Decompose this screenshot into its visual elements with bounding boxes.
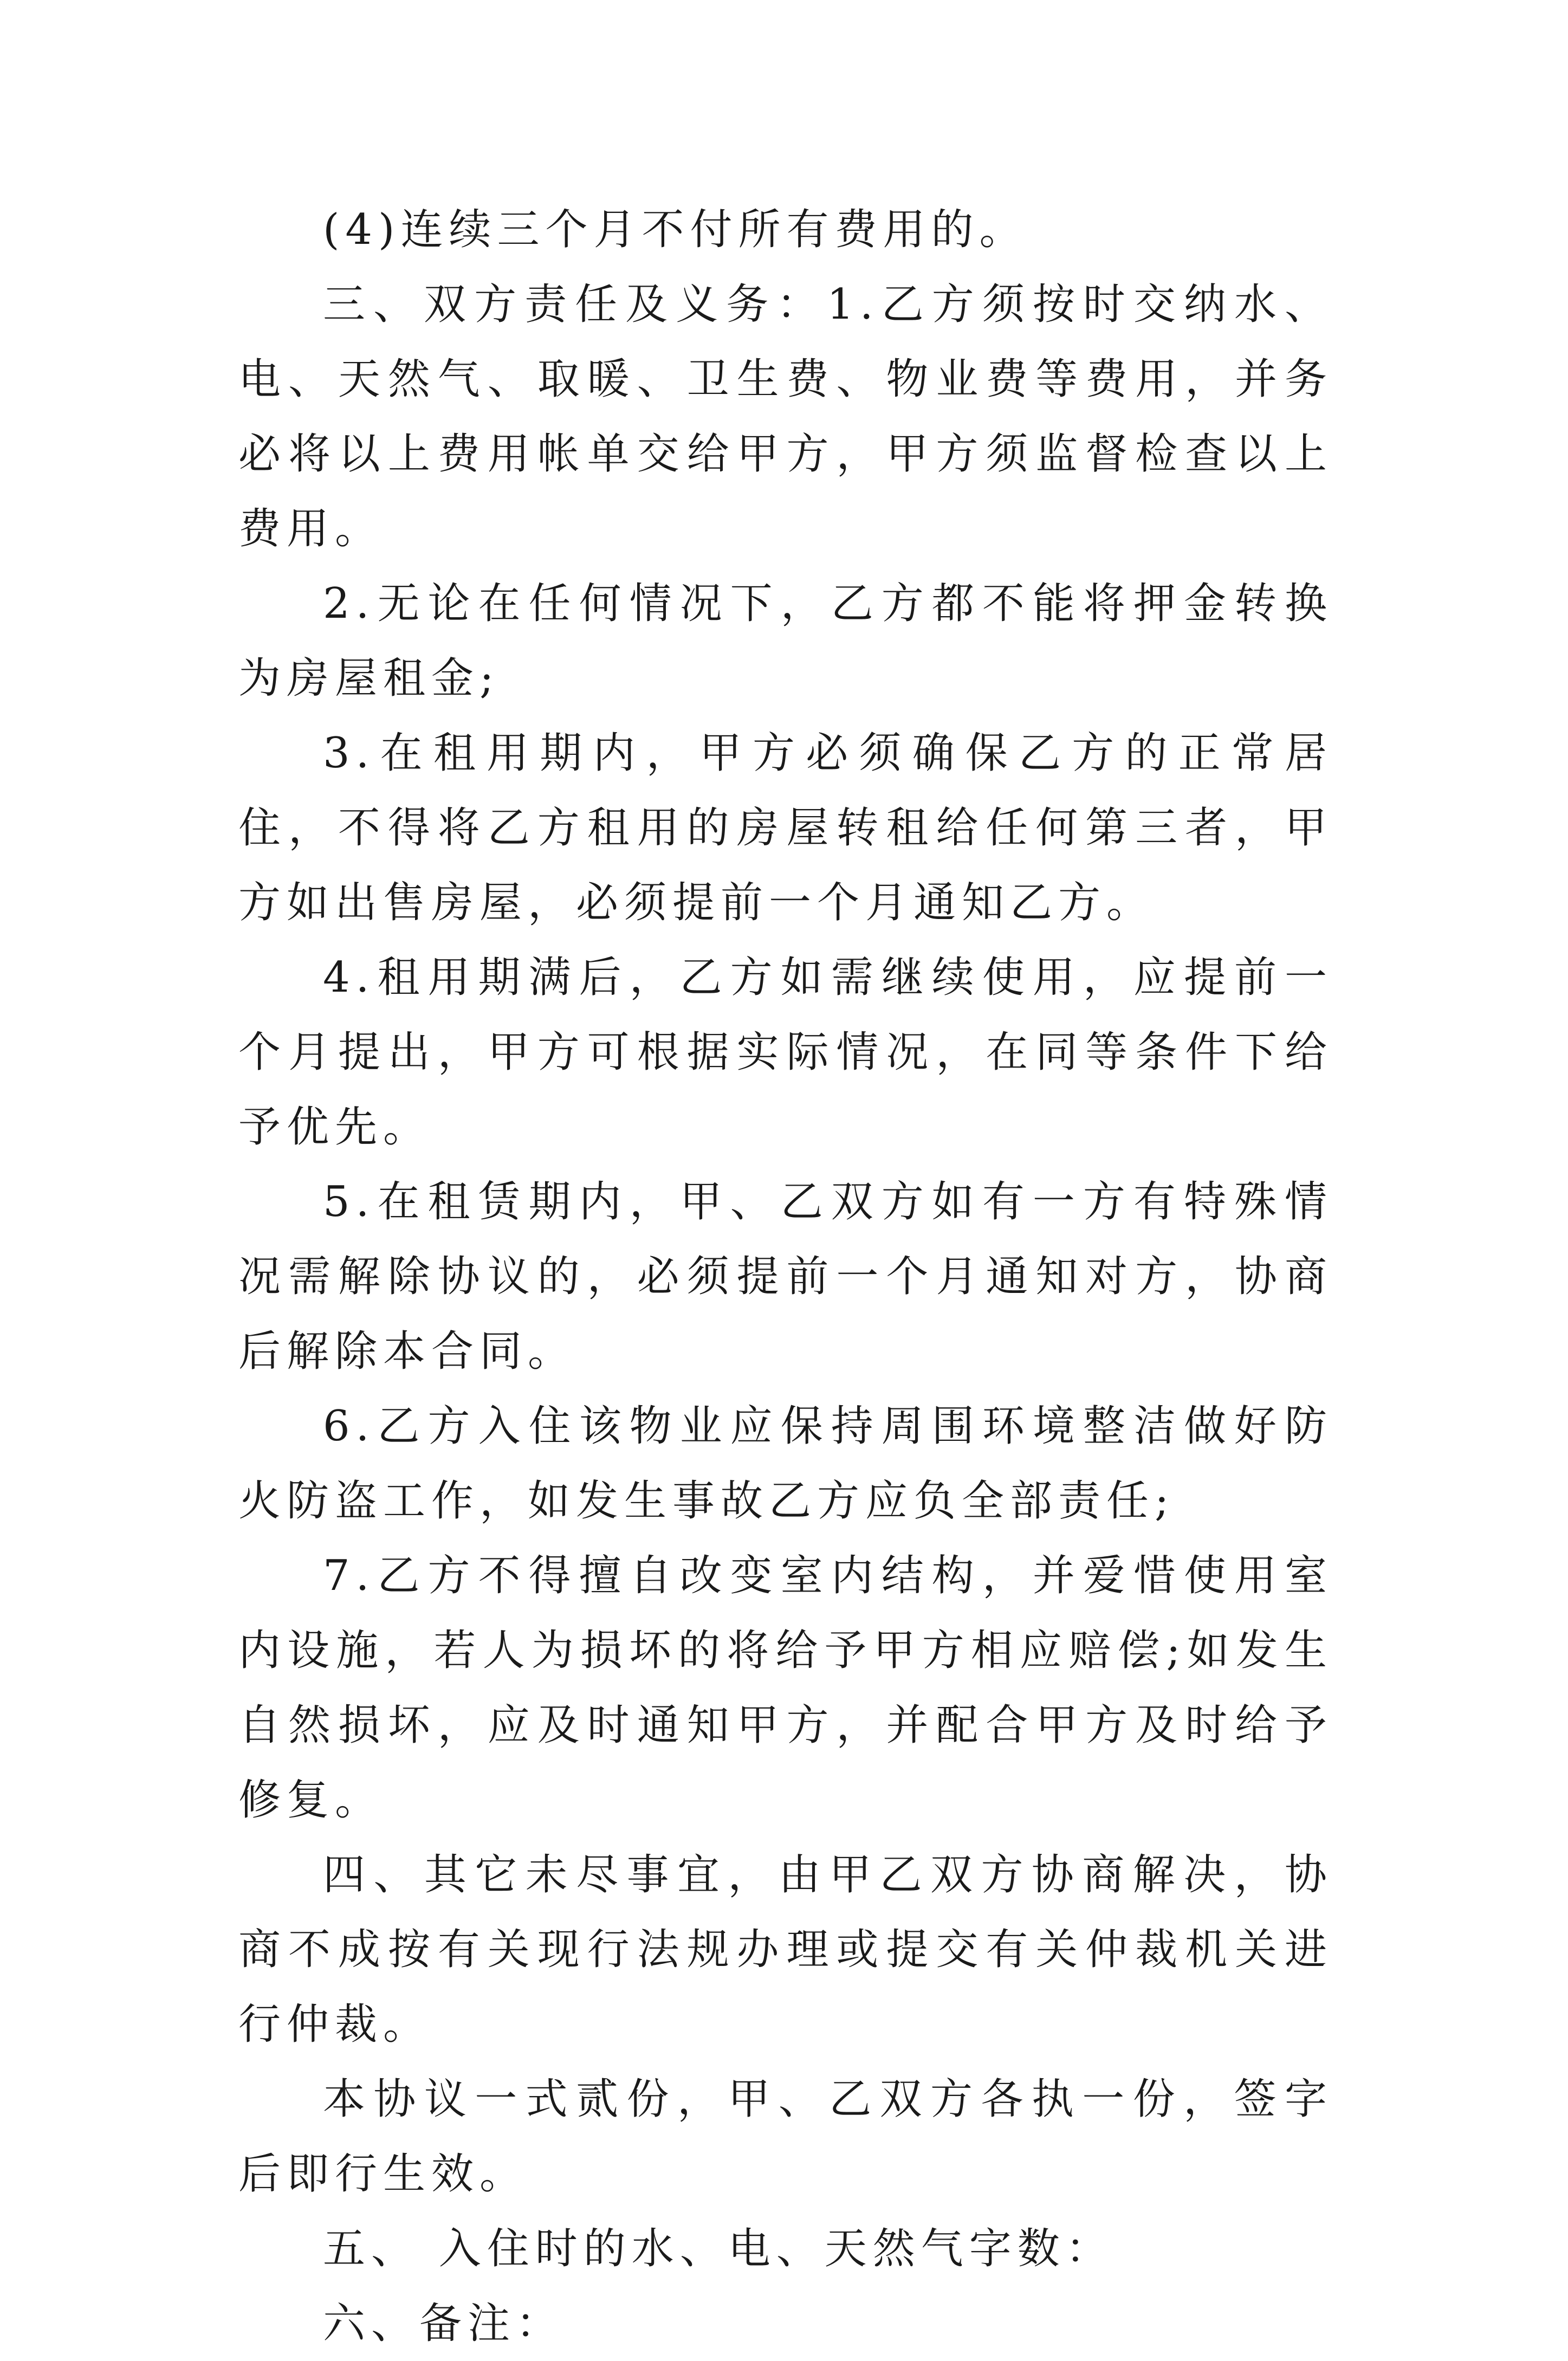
document-body xyxy=(238,192,1333,2361)
paragraph-item-4: 4.租用期满后，乙方如需继续使用，应提前一个月提出，甲方可根据实际情况，在同等条件下给予优先。 xyxy=(238,953,1333,1152)
paragraph-item-3: 3.在租用期内，甲方必须确保乙方的正常居住，不得将乙方租用的房屋转租给任何第三者，甲方如出售房屋，必须提前一个月通知乙方。 xyxy=(238,729,1333,927)
paragraph-copies: 本协议一式贰份，甲、乙双方各执一份，签字后即行生效。 xyxy=(238,2075,1333,2198)
paragraph-section-3-item-1: 三、双方责任及义务：1.乙方须按时交纳水、电、天然气、取暖、卫生费、物业费等费用，并务必将以上费用帐单交给甲方，甲方须监督检查以上费用。 xyxy=(238,280,1333,553)
paragraph-item-6: 6.乙方入住该物业应保持周围环境整洁做好防火防盗工作，如发生事故乙方应负全部责任; xyxy=(238,1402,1333,1525)
paragraph-clause-4: (4)连续三个月不付所有费用的。 xyxy=(323,205,1028,254)
paragraph-item-2: 2.无论在任何情况下，乙方都不能将押金转换为房屋租金; xyxy=(238,579,1333,703)
paragraph-section-4: 四、其它未尽事宜，由甲乙双方协商解决，协商不成按有关现行法规办理或提交有关仲裁机关进行仲裁。 xyxy=(238,1851,1333,2049)
paragraph-section-6: 六、备注： xyxy=(323,2299,565,2348)
paragraph-item-7: 7.乙方不得擅自改变室内结构，并爱惜使用室内设施，若人为损坏的将给予甲方相应赔偿;如发生自然损坏，应及时通知甲方，并配合甲方及时给予修复。 xyxy=(238,1551,1333,1825)
paragraph-item-5: 5.在租赁期内，甲、乙双方如有一方有特殊情况需解除协议的，必须提前一个月通知对方，协商后解除本合同。 xyxy=(238,1178,1333,1376)
paragraph-section-5: 五、 入住时的水、电、天然气字数： xyxy=(323,2224,1114,2273)
